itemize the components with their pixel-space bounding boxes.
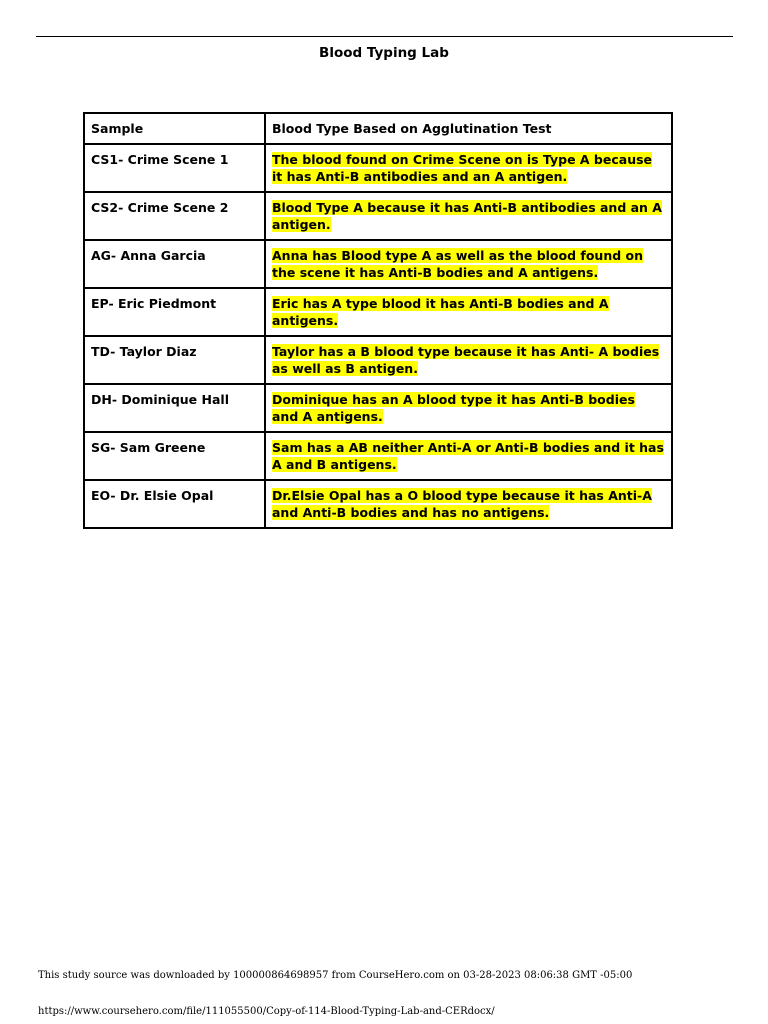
highlighted-result: Dominique has an A blood type it has Anti-B bodies and A antigens. (272, 392, 635, 424)
blood-typing-table (83, 112, 673, 529)
sample-cell: EO- Dr. Elsie Opal (84, 480, 265, 528)
result-cell (265, 384, 672, 432)
highlighted-result: Dr.Elsie Opal has a O blood type because it has Anti-A and Anti-B bodies and has no antigens. (272, 488, 652, 520)
highlighted-result: Sam has a AB neither Anti-A or Anti-B bodies and it has A and B antigens. (272, 440, 664, 472)
download-note: This study source was downloaded by 100000864698957 from CourseHero.com on 03-28-2023 08:06:38 GMT -05:00 (38, 970, 633, 981)
table-row (84, 144, 672, 192)
highlighted-result: Taylor has a B blood type because it has Anti- A bodies as well as B antigen. (272, 344, 660, 376)
sample-cell: SG- Sam Greene (84, 432, 265, 480)
result-cell (265, 336, 672, 384)
table-header-row (84, 113, 672, 144)
table-row (84, 480, 672, 528)
sample-cell: CS1- Crime Scene 1 (84, 144, 265, 192)
sample-cell: AG- Anna Garcia (84, 240, 265, 288)
top-divider (36, 36, 733, 37)
highlighted-result: The blood found on Crime Scene on is Type A because it has Anti-B antibodies and an A antigen. (272, 152, 653, 184)
result-cell (265, 192, 672, 240)
sample-cell: DH- Dominique Hall (84, 384, 265, 432)
sample-cell: CS2- Crime Scene 2 (84, 192, 265, 240)
sample-cell: EP- Eric Piedmont (84, 288, 265, 336)
header-sample: Sample (84, 113, 265, 144)
header-blood-type: Blood Type Based on Agglutination Test (265, 113, 672, 144)
page-title: Blood Typing Lab (319, 45, 449, 61)
table-row (84, 288, 672, 336)
table-row (84, 384, 672, 432)
table-row (84, 336, 672, 384)
result-cell (265, 240, 672, 288)
highlighted-result: Blood Type A because it has Anti-B antibodies and an A antigen. (272, 200, 662, 232)
source-url: https://www.coursehero.com/file/111055500/Copy-of-114-Blood-Typing-Lab-and-CERdocx/ (38, 1006, 495, 1017)
result-cell (265, 288, 672, 336)
table-row (84, 240, 672, 288)
result-cell (265, 432, 672, 480)
highlighted-result: Eric has A type blood it has Anti-B bodies and A antigens. (272, 296, 609, 328)
sample-cell: TD- Taylor Diaz (84, 336, 265, 384)
result-cell (265, 480, 672, 528)
table-row (84, 192, 672, 240)
highlighted-result: Anna has Blood type A as well as the blood found on the scene it has Anti-B bodies and A antigens. (272, 248, 644, 280)
result-cell (265, 144, 672, 192)
table-row (84, 432, 672, 480)
